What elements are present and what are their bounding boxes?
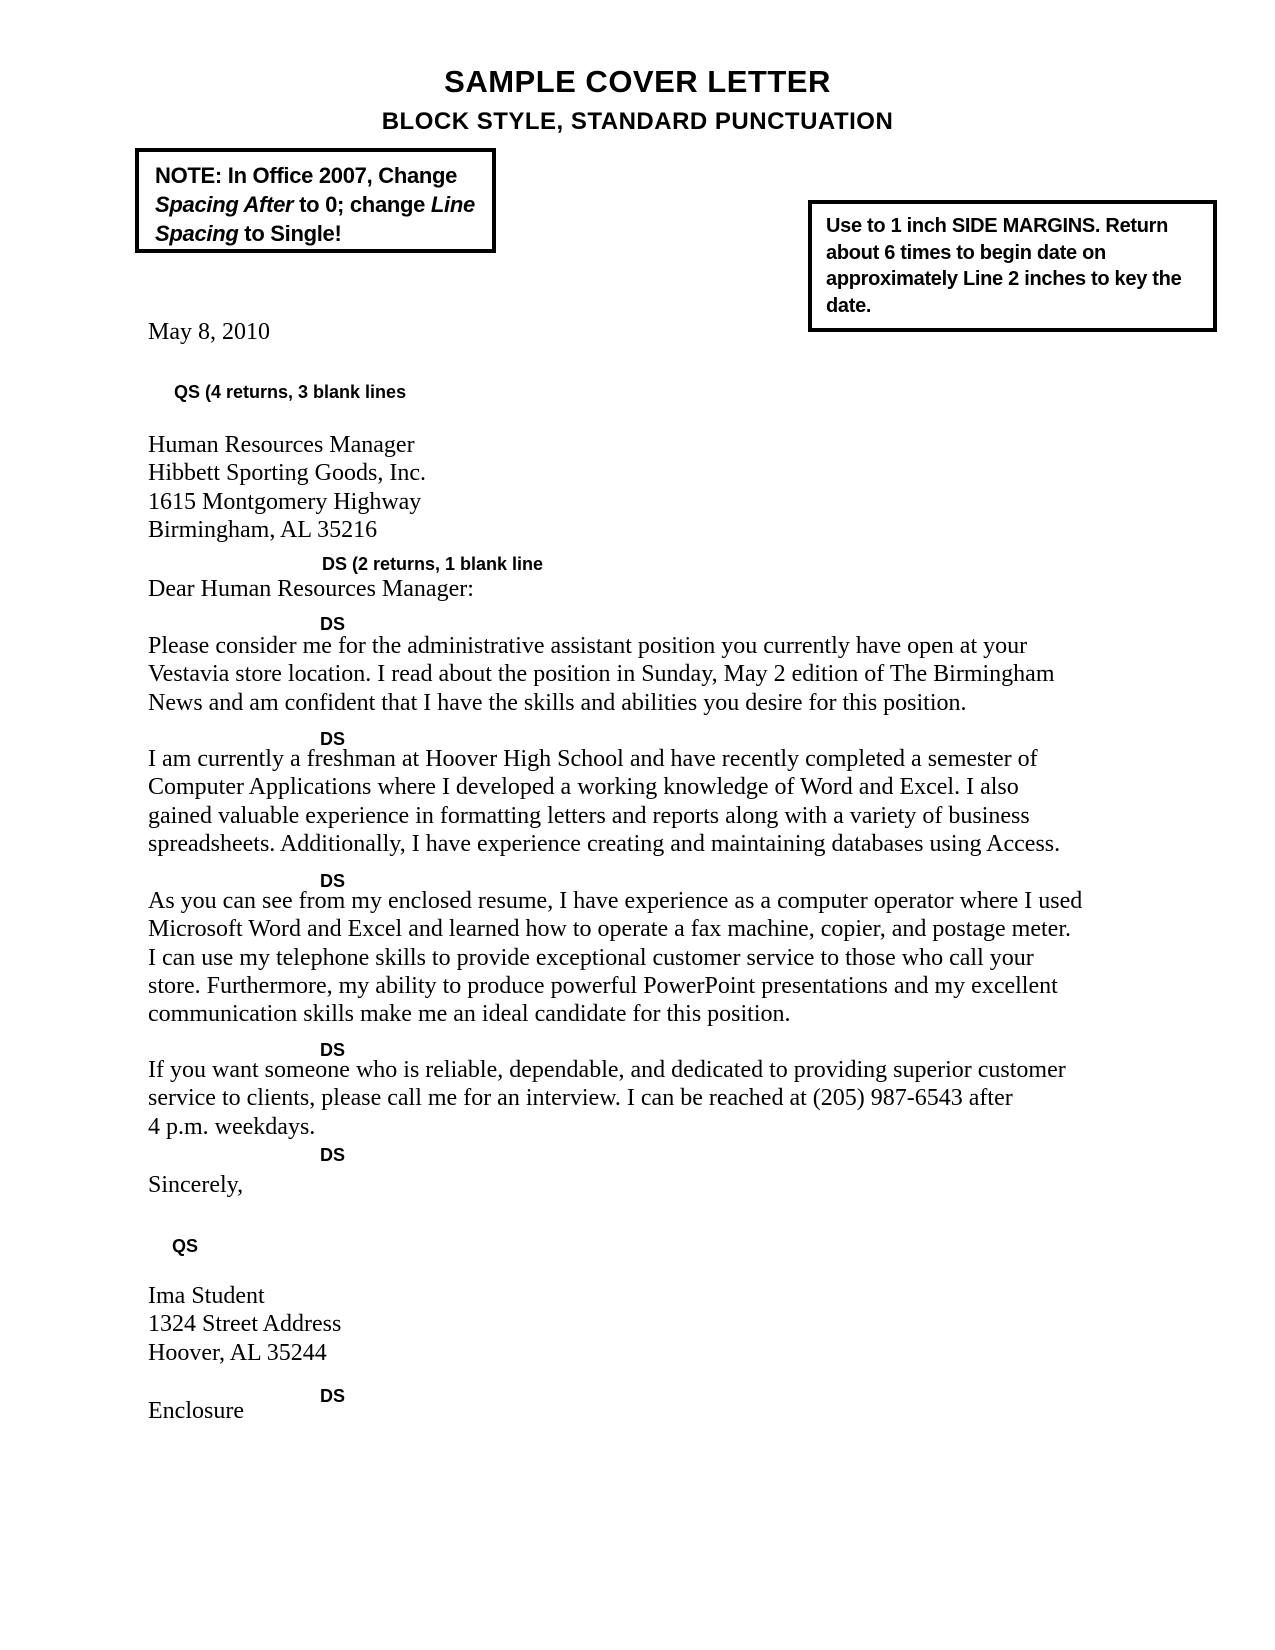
signature-block xyxy=(148,1282,341,1367)
note-italic: Spacing After xyxy=(155,192,294,217)
complimentary-close: Sincerely, xyxy=(148,1172,244,1198)
body-paragraph xyxy=(148,887,1082,1028)
paragraph-line: Vestavia store location. I read about the position in Sunday, May 2 edition of The Birmingham xyxy=(148,661,1055,688)
paragraph-line: gained valuable experience in formatting letters and reports along with a variety of business xyxy=(148,802,1030,829)
margin-instructions-box xyxy=(808,200,1217,332)
paragraph-line: spreadsheets. Additionally, I have experience creating and maintaining databases using Access. xyxy=(148,830,1061,857)
ds-mark: DS xyxy=(320,729,346,749)
paragraph-line: 4 p.m. weekdays. xyxy=(148,1113,316,1140)
signature-line: Ima Student xyxy=(148,1283,265,1309)
paragraph-line: Computer Applications where I developed a working knowledge of Word and Excel. I also xyxy=(148,774,1019,801)
margin-note-line: date. xyxy=(826,294,872,317)
signature-line: Hoover, AL 35244 xyxy=(148,1339,327,1366)
paragraph-line: Microsoft Word and Excel and learned how to operate a fax machine, copier, and postage meter. xyxy=(148,916,1071,943)
body-paragraph xyxy=(148,745,1060,858)
body-paragraph xyxy=(148,1056,1066,1141)
ds-mark: DS xyxy=(320,614,346,634)
signature-line: 1324 Street Address xyxy=(148,1311,342,1338)
document-title: SAMPLE COVER LETTER xyxy=(444,64,831,99)
note-italic: Line xyxy=(430,192,475,217)
salutation: Dear Human Resources Manager: xyxy=(148,576,474,602)
qs-spacing-note: QS (4 returns, 3 blank lines xyxy=(174,382,407,402)
margin-note-line: approximately Line 2 inches to key the xyxy=(826,268,1182,290)
note-italic: Spacing xyxy=(155,221,239,246)
document-subtitle: BLOCK STYLE, STANDARD PUNCTUATION xyxy=(381,108,894,135)
paragraph-line: I can use my telephone skills to provide exceptional customer service to those who call your xyxy=(148,944,1034,971)
note-line xyxy=(155,219,482,248)
enclosure-notation: Enclosure xyxy=(148,1398,244,1424)
inside-address xyxy=(148,431,426,544)
paragraph-line: I am currently a freshman at Hoover High School and have recently completed a semester of xyxy=(148,746,1038,772)
ds-mark: DS xyxy=(320,1145,346,1165)
paragraph-line: communication skills make me an ideal candidate for this position. xyxy=(148,1001,791,1028)
address-line: Human Resources Manager xyxy=(148,432,415,458)
address-line: Hibbett Sporting Goods, Inc. xyxy=(148,460,426,487)
ds-mark: DS xyxy=(320,871,346,891)
ds-mark: DS xyxy=(320,1040,346,1060)
office-note-box xyxy=(135,148,496,253)
paragraph-line: If you want someone who is reliable, dependable, and dedicated to providing superior customer xyxy=(148,1057,1066,1083)
margin-note-line: Use to 1 inch SIDE MARGINS. Return xyxy=(826,215,1169,237)
margin-note-line: about 6 times to begin date on xyxy=(826,241,1106,264)
qs-mark: QS xyxy=(172,1236,199,1256)
paragraph-line: Please consider me for the administrative assistant position you currently have open at your xyxy=(148,633,1028,659)
note-line xyxy=(155,190,482,219)
ds-mark: DS xyxy=(320,1386,346,1406)
paragraph-line: service to clients, please call me for an interview. I can be reached at (205) 987-6543 after xyxy=(148,1085,1013,1112)
ds-spacing-note: DS (2 returns, 1 blank line xyxy=(322,554,544,574)
body-paragraph xyxy=(148,632,1055,717)
note-text: to 0; change xyxy=(293,192,431,217)
paragraph-line: As you can see from my enclosed resume, I have experience as a computer operator where I used xyxy=(148,888,1083,914)
paragraph-line: store. Furthermore, my ability to produce powerful PowerPoint presentations and my excellent xyxy=(148,972,1058,999)
address-line: Birmingham, AL 35216 xyxy=(148,516,378,543)
paragraph-line: News and am confident that I have the skills and abilities you desire for this position. xyxy=(148,689,967,716)
address-line: 1615 Montgomery Highway xyxy=(148,488,422,515)
note-line: NOTE: In Office 2007, Change xyxy=(155,163,458,188)
letter-date: May 8, 2010 xyxy=(148,319,270,345)
note-text: to Single! xyxy=(238,221,342,246)
